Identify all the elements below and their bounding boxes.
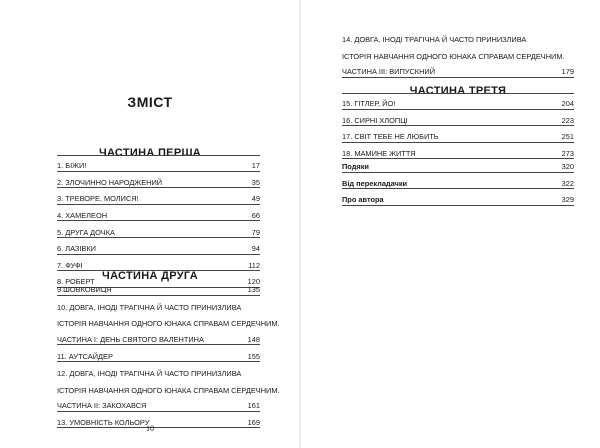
toc-entry [57, 238, 260, 255]
toc-entry [57, 205, 260, 222]
toc-entry-page: 135 [247, 285, 260, 295]
toc-entry-title: ІСТОРІЯ НАВЧАННЯ ОДНОГО ЮНАКА СПРАВАМ СЕРДЕЧНИМ. [57, 385, 280, 395]
toc-entry [57, 296, 260, 313]
toc-entry-title: 16. СИРНІ ХЛОПЦІ [342, 115, 408, 125]
toc-entry [342, 45, 574, 62]
toc-entry-page: 320 [561, 162, 574, 172]
toc-entry-page: 223 [561, 115, 574, 125]
toc-entry-title: 1. БІЖИ! [57, 161, 87, 171]
toc-entry-title: ЧАСТИНА ІІІ: ВИПУСКНИЙ [342, 67, 436, 77]
toc-entry-title: 8. РОБЕРТ [57, 277, 95, 287]
toc-entry-page: 79 [251, 227, 260, 237]
toc-entry [57, 362, 260, 379]
toc-entry-title: 9.ШОВКОВИЦЯ [57, 285, 112, 295]
toc-entry-page: 49 [251, 194, 260, 204]
toc-title: ЗМІСТ [127, 94, 173, 110]
toc-entry [342, 189, 574, 206]
part-two-list [57, 279, 280, 428]
toc-entry-title: 7. ФУФІ [57, 260, 83, 270]
toc-entry-page: 155 [247, 351, 260, 361]
part-two-heading: ЧАСТИНА ДРУГА [102, 270, 198, 282]
part-one-heading: ЧАСТИНА ПЕРША [98, 147, 202, 159]
toc-entry-title: ЧАСТИНА ІІ: ЗАКОХАВСЯ [57, 401, 147, 411]
part-three-heading: ЧАСТИНА ТРЕТЯ [409, 85, 507, 97]
toc-entry-title: 12. ДОВГА, ІНОДІ ТРАГІЧНА Й ЧАСТО ПРИНИЗЛИВА [57, 369, 242, 379]
toc-entry [57, 172, 260, 189]
toc-entry-title: ЧАСТИНА І: ДЕНЬ СВЯТОГО ВАЛЕНТИНА [57, 334, 204, 344]
toc-entry-page: 94 [251, 244, 260, 254]
toc-entry [342, 110, 574, 127]
toc-entry-title: 18. МАМИНЕ ЖИТТЯ [342, 148, 416, 158]
toc-entry-page: 35 [251, 177, 260, 187]
toc-entry-page: 148 [247, 334, 260, 344]
toc-entry-page: 17 [251, 161, 260, 171]
toc-entry-page: 329 [561, 195, 574, 205]
toc-entry [342, 28, 574, 45]
toc-entry [57, 379, 280, 396]
part-three-list [342, 93, 574, 159]
toc-entry-title: ІСТОРІЯ НАВЧАННЯ ОДНОГО ЮНАКА СПРАВАМ СЕРДЕЧНИМ. [342, 51, 565, 61]
toc-entry-page: 273 [561, 148, 574, 158]
toc-entry-title: 4. ХАМЕЛЕОН [57, 210, 108, 220]
toc-entry-title: 15. ГІТЛЕР, ЙО! [342, 99, 396, 109]
toc-entry [342, 93, 574, 110]
toc-entry [57, 329, 260, 346]
toc-entry-title: 13. УМОВНІСТЬ КОЛЬОРУ [57, 417, 150, 427]
toc-entry [342, 173, 574, 190]
toc-entry [57, 312, 280, 329]
toc-entry-page: 322 [561, 178, 574, 188]
toc-entry-page: 204 [561, 99, 574, 109]
toc-entry-title: 3. ТРЕВОРЕ, МОЛИСЯ! [57, 194, 139, 204]
toc-entry [57, 221, 260, 238]
toc-entry-title: 14. ДОВГА, ІНОДІ ТРАГІЧНА Й ЧАСТО ПРИНИЗЛИВА [342, 35, 527, 45]
toc-entry-title: Про автора [342, 195, 384, 205]
toc-entry [342, 156, 574, 173]
toc-entry [342, 126, 574, 143]
toc-entry-title: 11. АУТСАЙДЕР [57, 351, 113, 361]
toc-entry-page: 179 [561, 67, 574, 77]
toc-entry-title: Подяки [342, 162, 369, 172]
right-page [300, 0, 600, 448]
toc-entry [342, 61, 574, 78]
back-matter-list [342, 156, 574, 206]
toc-entry-page: 66 [251, 210, 260, 220]
toc-entry [57, 345, 260, 362]
toc-entry [57, 395, 260, 412]
toc-entry-page: 112 [248, 260, 260, 270]
page-number: 10 [146, 424, 154, 433]
part-two-continued-list [342, 28, 574, 78]
toc-entry-page: 161 [247, 401, 260, 411]
toc-entry-page: 251 [561, 132, 574, 142]
part-one-list [57, 155, 260, 288]
toc-entry [57, 255, 260, 272]
toc-entry-title: 5. ДРУГА ДОЧКА [57, 227, 115, 237]
toc-entry-title: 17. СВІТ ТЕБЕ НЕ ЛЮБИТЬ [342, 132, 439, 142]
toc-entry [57, 188, 260, 205]
toc-entry-title: ІСТОРІЯ НАВЧАННЯ ОДНОГО ЮНАКА СПРАВАМ СЕРДЕЧНИМ. [57, 319, 280, 329]
toc-entry-title: Від перекладачки [342, 178, 408, 188]
toc-entry-title: 6. ЛАЗІВКИ [57, 244, 96, 254]
toc-entry-title: 2. ЗЛОЧИННО НАРОДЖЕНИЙ [57, 177, 163, 187]
toc-entry-page: 120 [247, 277, 260, 287]
toc-entry [57, 155, 260, 172]
toc-entry-page: 169 [247, 417, 260, 427]
toc-entry [57, 279, 260, 296]
toc-entry-title: 10. ДОВГА, ІНОДІ ТРАГІЧНА Й ЧАСТО ПРИНИЗЛИВА [57, 302, 242, 312]
